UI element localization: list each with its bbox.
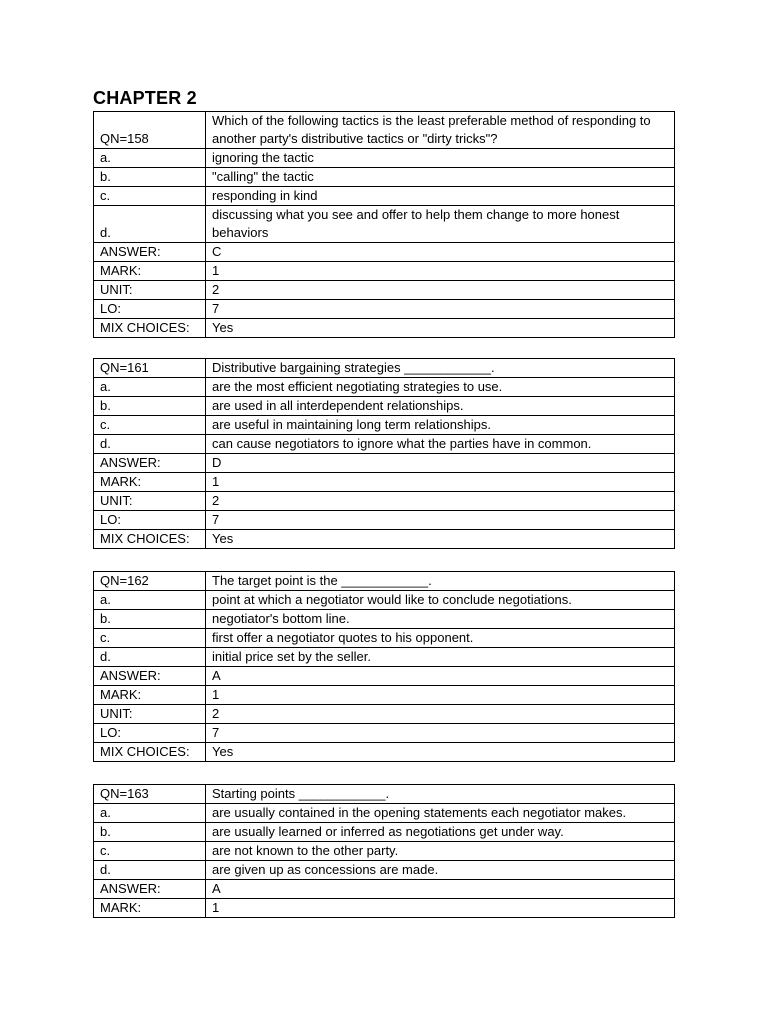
choice-label: d. bbox=[94, 435, 206, 454]
meta-row bbox=[94, 899, 675, 918]
mark-value: 1 bbox=[206, 686, 675, 705]
mix-choices-value: Yes bbox=[206, 319, 675, 338]
choice-label: a. bbox=[94, 591, 206, 610]
choice-label: a. bbox=[94, 149, 206, 168]
meta-row bbox=[94, 319, 675, 338]
choice-label: a. bbox=[94, 378, 206, 397]
meta-row bbox=[94, 300, 675, 319]
meta-label: MIX CHOICES: bbox=[94, 743, 206, 762]
meta-row bbox=[94, 686, 675, 705]
question-number: QN=161 bbox=[94, 359, 206, 378]
choice-label: c. bbox=[94, 842, 206, 861]
unit-value: 2 bbox=[206, 492, 675, 511]
answer-value: A bbox=[206, 667, 675, 686]
answer-value: A bbox=[206, 880, 675, 899]
meta-label: ANSWER: bbox=[94, 243, 206, 262]
question-table-162 bbox=[93, 571, 675, 762]
choice-row bbox=[94, 823, 675, 842]
meta-label: ANSWER: bbox=[94, 667, 206, 686]
question-row bbox=[94, 112, 675, 149]
meta-row bbox=[94, 511, 675, 530]
choice-row bbox=[94, 416, 675, 435]
meta-label: ANSWER: bbox=[94, 880, 206, 899]
meta-row bbox=[94, 473, 675, 492]
choice-row bbox=[94, 861, 675, 880]
choice-row bbox=[94, 149, 675, 168]
choice-text: are the most efficient negotiating strategies to use. bbox=[206, 378, 675, 397]
choice-row bbox=[94, 629, 675, 648]
choice-row bbox=[94, 591, 675, 610]
choice-row bbox=[94, 435, 675, 454]
choice-text: first offer a negotiator quotes to his opponent. bbox=[206, 629, 675, 648]
choice-text: "calling" the tactic bbox=[206, 168, 675, 187]
mark-value: 1 bbox=[206, 899, 675, 918]
choice-row bbox=[94, 187, 675, 206]
meta-label: MARK: bbox=[94, 262, 206, 281]
meta-label: MARK: bbox=[94, 899, 206, 918]
choice-label: b. bbox=[94, 610, 206, 629]
question-table-163 bbox=[93, 784, 675, 918]
meta-label: MIX CHOICES: bbox=[94, 530, 206, 549]
choice-label: c. bbox=[94, 629, 206, 648]
meta-label: MARK: bbox=[94, 473, 206, 492]
meta-row bbox=[94, 667, 675, 686]
choice-label: b. bbox=[94, 168, 206, 187]
question-table-161 bbox=[93, 358, 675, 549]
meta-row bbox=[94, 243, 675, 262]
choice-label: d. bbox=[94, 648, 206, 667]
mark-value: 1 bbox=[206, 473, 675, 492]
choice-row bbox=[94, 842, 675, 861]
choice-text: are usually learned or inferred as negotiations get under way. bbox=[206, 823, 675, 842]
choice-row bbox=[94, 378, 675, 397]
choice-text: responding in kind bbox=[206, 187, 675, 206]
meta-label: LO: bbox=[94, 511, 206, 530]
answer-value: C bbox=[206, 243, 675, 262]
meta-row bbox=[94, 743, 675, 762]
question-text: Distributive bargaining strategies ____________. bbox=[206, 359, 675, 378]
question-number: QN=163 bbox=[94, 785, 206, 804]
meta-label: LO: bbox=[94, 724, 206, 743]
question-row bbox=[94, 359, 675, 378]
meta-label: UNIT: bbox=[94, 281, 206, 300]
choice-label: c. bbox=[94, 416, 206, 435]
unit-value: 2 bbox=[206, 705, 675, 724]
choice-text: initial price set by the seller. bbox=[206, 648, 675, 667]
question-text: Starting points ____________. bbox=[206, 785, 675, 804]
choice-text: can cause negotiators to ignore what the parties have in common. bbox=[206, 435, 675, 454]
choice-text: are not known to the other party. bbox=[206, 842, 675, 861]
lo-value: 7 bbox=[206, 511, 675, 530]
choice-label: b. bbox=[94, 823, 206, 842]
meta-label: LO: bbox=[94, 300, 206, 319]
question-text: Which of the following tactics is the least preferable method of responding to another party's distributive tactics or "dirty tricks"? bbox=[206, 112, 675, 149]
choice-row bbox=[94, 206, 675, 243]
mark-value: 1 bbox=[206, 262, 675, 281]
meta-row bbox=[94, 492, 675, 511]
question-number: QN=162 bbox=[94, 572, 206, 591]
answer-value: D bbox=[206, 454, 675, 473]
choice-label: c. bbox=[94, 187, 206, 206]
mix-choices-value: Yes bbox=[206, 743, 675, 762]
meta-row bbox=[94, 530, 675, 549]
choice-text: are used in all interdependent relationships. bbox=[206, 397, 675, 416]
mix-choices-value: Yes bbox=[206, 530, 675, 549]
question-row bbox=[94, 785, 675, 804]
choice-text: ignoring the tactic bbox=[206, 149, 675, 168]
choice-text: point at which a negotiator would like to conclude negotiations. bbox=[206, 591, 675, 610]
choice-row bbox=[94, 648, 675, 667]
question-text: The target point is the ____________. bbox=[206, 572, 675, 591]
choice-label: d. bbox=[94, 861, 206, 880]
choice-label: b. bbox=[94, 397, 206, 416]
meta-label: MIX CHOICES: bbox=[94, 319, 206, 338]
choice-label: a. bbox=[94, 804, 206, 823]
lo-value: 7 bbox=[206, 300, 675, 319]
lo-value: 7 bbox=[206, 724, 675, 743]
choice-text: discussing what you see and offer to help them change to more honest behaviors bbox=[206, 206, 675, 243]
meta-row bbox=[94, 724, 675, 743]
meta-row bbox=[94, 705, 675, 724]
choice-text: are usually contained in the opening statements each negotiator makes. bbox=[206, 804, 675, 823]
question-row bbox=[94, 572, 675, 591]
question-number: QN=158 bbox=[94, 112, 206, 149]
meta-row bbox=[94, 454, 675, 473]
choice-row bbox=[94, 397, 675, 416]
meta-row bbox=[94, 880, 675, 899]
choice-text: are useful in maintaining long term relationships. bbox=[206, 416, 675, 435]
choice-text: are given up as concessions are made. bbox=[206, 861, 675, 880]
unit-value: 2 bbox=[206, 281, 675, 300]
meta-label: ANSWER: bbox=[94, 454, 206, 473]
meta-label: UNIT: bbox=[94, 705, 206, 724]
meta-row bbox=[94, 281, 675, 300]
question-table-158 bbox=[93, 111, 675, 338]
meta-label: MARK: bbox=[94, 686, 206, 705]
choice-row bbox=[94, 168, 675, 187]
choice-row bbox=[94, 610, 675, 629]
choice-row bbox=[94, 804, 675, 823]
choice-label: d. bbox=[94, 206, 206, 243]
meta-row bbox=[94, 262, 675, 281]
choice-text: negotiator's bottom line. bbox=[206, 610, 675, 629]
chapter-title: CHAPTER 2 bbox=[93, 88, 197, 108]
meta-label: UNIT: bbox=[94, 492, 206, 511]
